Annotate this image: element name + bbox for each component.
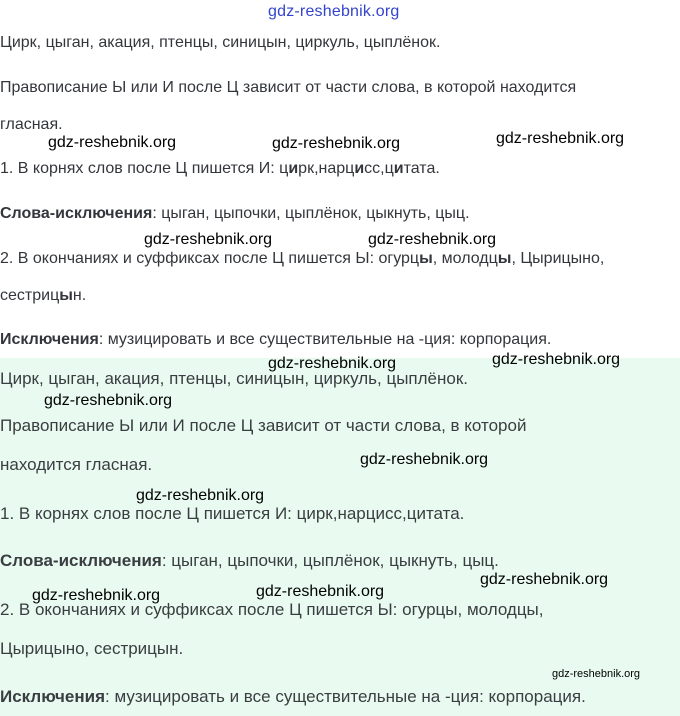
rule-point-2-cont: сестрицын. xyxy=(0,287,87,304)
example-words: Цирк, цыган, акация, птенцы, синицын, циркуль, цыплёнок. xyxy=(0,34,441,51)
watermark: gdz-reshebnik.org xyxy=(48,134,177,151)
watermark: gdz-reshebnik.org xyxy=(496,130,625,147)
watermark-small: gdz-reshebnik.org xyxy=(552,668,641,680)
exceptions-line-b: Слова-исключения: цыган, цыпочки, цыплёнок, цыкнуть, цыц. xyxy=(0,551,499,570)
example-words-2: Цирк, цыган, акация, птенцы, синицын, циркуль, цыплёнок. xyxy=(0,369,469,388)
watermark: gdz-reshebnik.org xyxy=(44,392,173,409)
rule-point-2-b-cont: Цырицыно, сестрицын. xyxy=(0,639,184,658)
watermark: gdz-reshebnik.org xyxy=(268,355,397,372)
rule-text-2-line-2: находится гласная. xyxy=(0,455,153,474)
watermark: gdz-reshebnik.org xyxy=(368,231,497,248)
watermark: gdz-reshebnik.org xyxy=(492,351,621,368)
rule-text-line-1: Правописание Ы или И после Ц зависит от части слова, в которой находится xyxy=(0,79,577,96)
watermark: gdz-reshebnik.org xyxy=(32,587,161,604)
exceptions-line-2-b: Исключения: музицировать и все существительные на -ция: корпорация. xyxy=(0,687,586,706)
rule-point-2-b: 2. В окончаниях и суффиксах после Ц пишется Ы: огурцы, молодцы, xyxy=(0,600,544,619)
rule-point-1: 1. В корнях слов после Ц пишется И: цирк,нарцисс,цитата. xyxy=(0,160,440,177)
watermark: gdz-reshebnik.org xyxy=(256,583,385,600)
rule-point-1-b: 1. В корнях слов после Ц пишется И: цирк,нарцисс,цитата. xyxy=(0,504,465,523)
site-watermark-top: gdz-reshebnik.org xyxy=(268,3,400,20)
watermark: gdz-reshebnik.org xyxy=(136,487,265,504)
rule-text-2-line-1: Правописание Ы или И после Ц зависит от части слова, в которой xyxy=(0,416,527,435)
watermark: gdz-reshebnik.org xyxy=(360,451,489,468)
watermark: gdz-reshebnik.org xyxy=(144,231,273,248)
watermark: gdz-reshebnik.org xyxy=(272,135,401,152)
watermark: gdz-reshebnik.org xyxy=(480,571,609,588)
rule-text-line-2: гласная. xyxy=(0,116,63,133)
exceptions-line-2: Исключения: музицировать и все существительные на -ция: корпорация. xyxy=(0,331,552,348)
rule-point-2: 2. В окончаниях и суффиксах после Ц пишется Ы: огурцы, молодцы, Цырицыно, xyxy=(0,250,605,267)
answer-highlight-block xyxy=(0,358,680,716)
exceptions-line: Слова-исключения: цыган, цыпочки, цыплёнок, цыкнуть, цыц. xyxy=(0,205,470,222)
